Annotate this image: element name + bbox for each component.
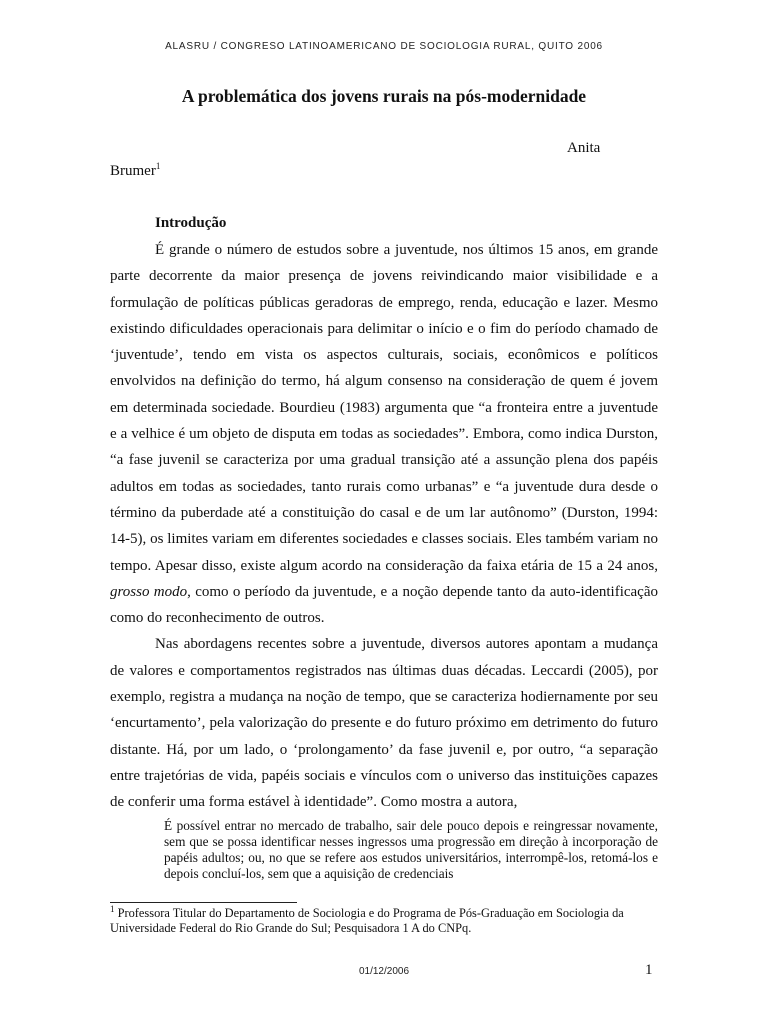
running-header: ALASRU / CONGRESO LATINOAMERICANO DE SOCIOLOGIA RURAL, QUITO 2006	[165, 41, 603, 52]
author-first-name: Anita	[567, 140, 601, 156]
footnote-text: Professora Titular do Departamento de Sociologia e do Programa de Pós-Graduação em Sociologia da Universidade Federal do Rio Grande do Sul; Pesquisadora 1 A do CNPq.	[110, 906, 624, 935]
paragraph-1-emphasis: grosso modo	[110, 583, 188, 600]
footnote-divider	[110, 902, 297, 903]
author-last-name	[110, 163, 160, 180]
paragraph-2: Nas abordagens recentes sobre a juventude, diversos autores apontam a mudança de valores e comportamentos registrados nas últimas duas décadas. Leccardi (2005), por exemplo, registra a mudança na noção de tempo, que se caracteriza hodiernamente por seu ‘encurtamento’, pela valorização do presente e do futuro próximo em detrimento do futuro distante. Há, por um lado, o ‘prolongamento’ da fase juvenil e, por outro, “a separação entre trajetórias de vida, papéis sociais e vínculos com o universo das instituições capazes de conferir uma forma estável à identidade”. Como mostra a autora,	[110, 636, 658, 811]
footnote-mark: 1	[110, 903, 115, 914]
page-number: 1	[645, 962, 653, 978]
footnote-reference[interactable]: 1	[155, 161, 161, 171]
paragraph-1	[110, 237, 658, 631]
document-title: A problemática dos jovens rurais na pós-modernidade	[181, 86, 587, 106]
author-surname: Brumer	[110, 163, 156, 179]
paragraph-1-text: É grande o número de estudos sobre a juventude, nos últimos 15 anos, em grande parte decorrente da maior presença de jovens reivindicando maior visibilidade e a formulação de políticas públicas geradoras de emprego, renda, educação e lazer. Mesmo existindo dificuldades operacionais para delimitar o início e o fim do período chamado de ‘juventude’, tendo em vista os aspectos culturais, sociais, econômicos e políticos envolvidos na definição do termo, há algum consenso na consideração de quem é jovem em determinada sociedade. Bourdieu (1983) argumenta que “a fronteira entre a juventude e a velhice é um objeto de disputa em todas as sociedades”. Embora, como indica Durston, “a fase juvenil se caracteriza por uma gradual transição até a assunção plena dos papéis adultos em todas as sociedades, tanto rurais como urbanas” e “a juventude dura desde o término da puberdade até a constituição do casal e de um lar autônomo” (Durston, 1994: 14-5), os limites variam em diferentes sociedades e classes sociais. Eles também variam no tempo. Apesar disso, existe algum acordo na consideração da faixa etária de 15 a 24 anos,	[110, 242, 658, 574]
block-quote: É possível entrar no mercado de trabalho, sair dele pouco depois e reingressar novamente, sem que se possa identificar nesses ingressos uma progressão em direção à incorporação de papéis adultos; ou, no que se refere aos estudos universitários, interrompê-los, retomá-los e depois concluí-los, sem que a aquisição de credenciais	[164, 818, 658, 881]
section-heading: Introdução	[155, 215, 227, 231]
paragraph-1-text-end: , como o período da juventude, e a noção depende tanto da auto-identificação como do reconhecimento de outros.	[110, 583, 659, 627]
footnote	[110, 903, 658, 936]
body-text	[110, 237, 658, 816]
footer-date: 01/12/2006	[358, 966, 410, 977]
